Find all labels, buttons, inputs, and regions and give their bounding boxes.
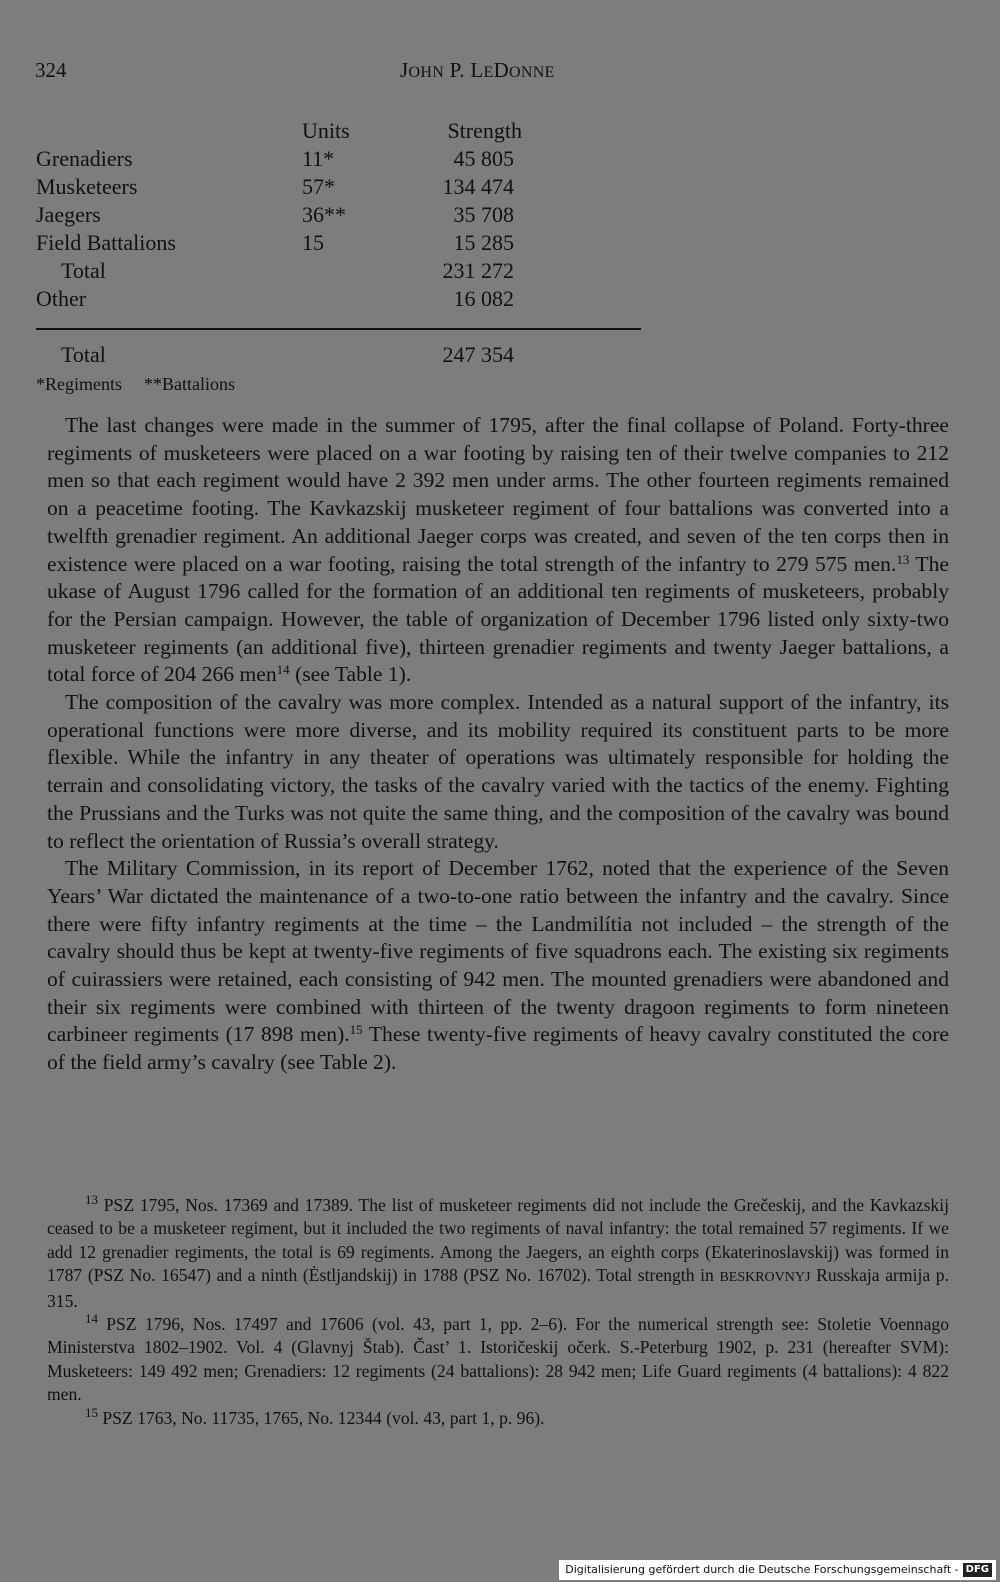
dfg-logo: DFG: [963, 1563, 992, 1577]
footnote-text: PSZ 1763, No. 11735, 1765, No. 12344 (vol. 43, part 1, p. 96).: [98, 1407, 545, 1428]
row-label: Other: [36, 286, 87, 311]
table-row: [36, 258, 646, 286]
table-grand-total-row: [36, 342, 646, 370]
footnote: [47, 1313, 949, 1407]
digitization-credit: [559, 1560, 996, 1580]
row-units: 57*: [302, 174, 335, 199]
table-rule: [36, 328, 641, 330]
running-head-smallcaps: E: [483, 64, 494, 81]
footnote-ref: 13: [896, 551, 910, 567]
row-strength: 134 474: [442, 174, 514, 199]
paragraph-text: The ukase of August 1796 called for the formation of an additional ten regiments of musketeers, probably for the Persian campaign. However, the table of organization of December 1796 listed only sixty-two musketeer regiments (an additional five), thirteen grenadier regiments and twenty Jaeger battalions, a total force of 204 266 men: [47, 551, 949, 687]
footnotes: [47, 1194, 949, 1430]
body-text: [47, 412, 949, 1077]
row-units: 11*: [302, 146, 335, 171]
grand-total-strength: 247 354: [442, 342, 514, 367]
paragraph-text: The Military Commission, in its report of December 1762, noted that the experience of the Seven Years’ War dictated the maintenance of a two-to-one ratio between the infantry and the cavalry. Since there were fifty infantry regiments at the time – the Landmilítia not included – the strength of the cavalry should thus be kept at twenty-five regiments of five squadrons each. The existing six regiments of cuirassiers were retained, each consisting of 942 men. The mounted grenadiers were abandoned and their six regiments were combined with thirteen of the twenty dragoon regiments to form nineteen carbineer regiments (17 898 men).: [47, 856, 949, 1047]
column-header-strength: Strength: [447, 118, 522, 143]
running-head: [400, 58, 555, 83]
footnote-text: PSZ 1796, Nos. 17497 and 17606 (vol. 43, part 1, pp. 2–6). For the numerical strength see: Stoletie Voennago Ministerstva 1802–1902. Vol. 4 (Glavnyj Štab). Čast’ 1. Istoričeskij očerk. S.-Peterburg 1902, p. 231 (hereafter SVM): Musketeers: 149 492 men; Grenadiers: 12 regiments (24 battalions): 28 942 men; Life Guard regiments (4 battalions): 4 822 men.: [47, 1314, 949, 1405]
table-notes: [36, 374, 235, 395]
row-strength: 15 285: [453, 230, 514, 255]
note-battalions: **Battalions: [144, 374, 235, 394]
page-number: 324: [35, 58, 67, 82]
table-row: [36, 174, 646, 202]
author-smallcaps: BESKROVNYJ: [719, 1270, 811, 1286]
running-head-middle: P. L: [444, 58, 484, 82]
footnote-ref: 15: [349, 1022, 363, 1038]
row-label: Total: [61, 258, 106, 283]
paragraph: [47, 689, 949, 855]
paragraph-text: The last changes were made in the summer of 1795, after the final collapse of Poland. Forty-three regiments of musketeers were placed on a war footing by raising ten of their twelve companies to 212 men so that each regiment would have 2 392 men under arms. The other fourteen regiments remained on a peacetime footing. The Kavkazskij musketeer regiment of four battalions was converted into a twelfth grenadier regiment. An additional Jaeger corps was created, and seven of the ten corps then in existence were placed on a war footing, raising the total strength of the infantry to 279 575 men.: [47, 413, 949, 576]
paragraph-text: (see Table 1).: [289, 662, 412, 687]
row-units: 36**: [302, 202, 346, 227]
row-label: Grenadiers: [36, 146, 133, 171]
footnote: [47, 1404, 949, 1430]
note-regiments: *Regiments: [36, 374, 122, 394]
grand-total-label: Total: [61, 342, 106, 367]
paragraph: [47, 412, 949, 689]
footnote-text: PSZ 1795, Nos. 17369 and 17389. The list of musketeer regiments did not include the Grečeskij, and the Kavkazskij ceased to be a musketeer regiment, but it included the two regiments of naval infantry: the total remained 57 regiments. If we add 12 grenadier regiments, the total is 69 regiments. Among the Jaegers, an eighth corps (Ekaterinoslavskij) was formed in 1787 (PSZ No. 16547) and a ninth (Ėstljandskij) in 1788 (PSZ No. 16702). Total strength in: [47, 1195, 949, 1286]
row-strength: 16 082: [453, 286, 514, 311]
row-strength: 35 708: [453, 202, 514, 227]
infantry-strength-table: [36, 118, 646, 394]
footnote-number: 15: [85, 1404, 98, 1420]
running-head-smallcaps: OHN: [408, 64, 445, 81]
paragraph-text: These twenty-five regiments of heavy cavalry constituted the core of the field army’s cavalry (see Table 2).: [47, 1022, 949, 1075]
running-head-letter: D: [493, 58, 510, 82]
table-row: [36, 146, 646, 174]
footnote-text: Russkaja armija p. 315.: [47, 1265, 949, 1311]
running-head-smallcaps: ONNE: [509, 64, 555, 81]
paragraph: [47, 855, 949, 1077]
credit-text: Digitalisierung gefördert durch die Deutsche Forschungsgemeinschaft -: [565, 1563, 959, 1576]
table-header-row: [36, 118, 646, 146]
row-label: Musketeers: [36, 174, 138, 199]
table-row: [36, 286, 646, 314]
row-units: 15: [302, 230, 324, 255]
row-label: Field Battalions: [36, 230, 176, 255]
footnote-number: 13: [85, 1192, 98, 1207]
paragraph-text: The composition of the cavalry was more complex. Intended as a natural support of the infantry, its operational functions were more diverse, and its mobility required its constituent parts to be more flexible. While the infantry in any theater of operations was ultimately responsible for holding the terrain and consolidating victory, the tasks of the cavalry varied with the tactics of the enemy. Fighting the Prussians and the Turks was not quite the same thing, and the composition of the cavalry was bound to reflect the orientation of Russia’s overall strategy.: [47, 690, 949, 853]
column-header-units: Units: [302, 118, 350, 143]
table-row: [36, 202, 646, 230]
footnote: [47, 1194, 949, 1313]
row-strength: 231 272: [442, 258, 514, 283]
footnote-ref: 14: [276, 662, 290, 678]
row-label: Jaegers: [36, 202, 101, 227]
running-head-initial: J: [400, 58, 409, 82]
footnote-number: 14: [85, 1311, 98, 1327]
table-row: [36, 230, 646, 258]
row-strength: 45 805: [453, 146, 514, 171]
